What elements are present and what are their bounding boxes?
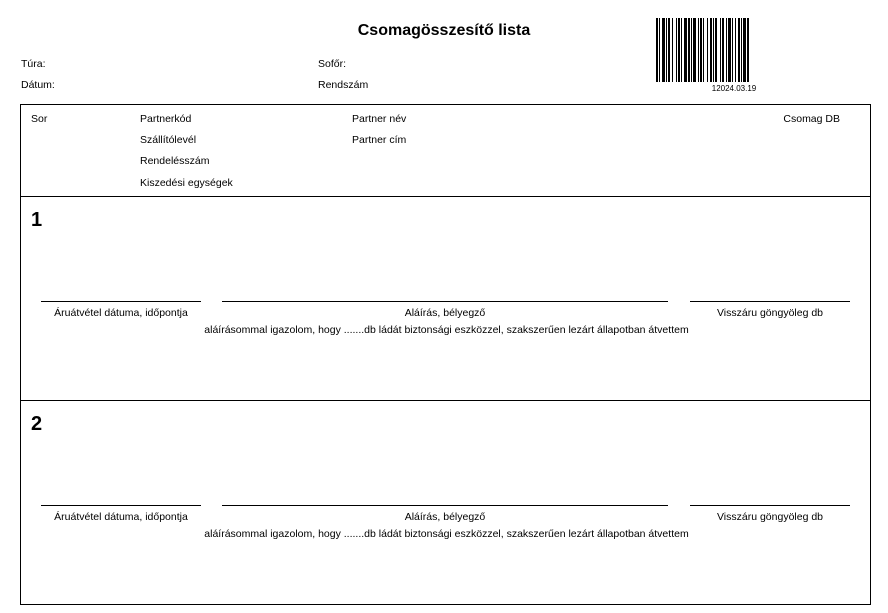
- column-sor: Sor: [31, 113, 48, 125]
- tura-label: Túra:: [21, 58, 46, 70]
- datum-label: Dátum:: [21, 79, 55, 91]
- caption-signature-stamp: Aláírás, bélyegző: [404, 511, 486, 523]
- sofor-label: Sofőr:: [318, 58, 347, 70]
- delivery-section-2: [20, 400, 871, 605]
- caption-return-packaging: Visszáru göngyöleg db: [716, 307, 824, 319]
- date-signature-line: [41, 301, 201, 302]
- column-partner-nev: Partner név: [352, 113, 407, 125]
- column-szallitolevel: Szállítólevél: [140, 134, 197, 146]
- section-number: 2: [31, 413, 43, 435]
- return-count-line: [690, 301, 850, 302]
- caption-signature-stamp: Aláírás, bélyegző: [404, 307, 486, 319]
- barcode-image: [656, 18, 812, 82]
- return-count-line: [690, 505, 850, 506]
- declaration-text: aláírásommal igazolom, hogy .......db ládát biztonsági eszközzel, szakszerűen lezárt állapotban átvettem: [204, 324, 689, 336]
- page-title: Csomagösszesítő lista: [357, 22, 531, 39]
- column-partner-cim: Partner cím: [352, 134, 407, 146]
- column-csomag-db: Csomag DB: [783, 113, 840, 125]
- rendszam-label: Rendszám: [318, 79, 369, 91]
- caption-receipt-date: Áruátvétel dátuma, időpontja: [54, 511, 188, 523]
- date-signature-line: [41, 505, 201, 506]
- caption-receipt-date: Áruátvétel dátuma, időpontja: [54, 307, 188, 319]
- declaration-text: aláírásommal igazolom, hogy .......db ládát biztonsági eszközzel, szakszerűen lezárt állapotban átvettem: [204, 528, 689, 540]
- signature-line: [222, 301, 668, 302]
- barcode-text: 12024.03.19: [711, 84, 757, 93]
- signature-line: [222, 505, 668, 506]
- column-kiszedesi-egysegek: Kiszedési egységek: [140, 177, 233, 189]
- delivery-section-1: [20, 196, 871, 401]
- column-rendelesszam: Rendelésszám: [140, 155, 210, 167]
- caption-return-packaging: Visszáru göngyöleg db: [716, 511, 824, 523]
- column-partnerkod: Partnerkód: [140, 113, 192, 125]
- column-header-box: [20, 104, 871, 197]
- section-number: 1: [31, 209, 43, 231]
